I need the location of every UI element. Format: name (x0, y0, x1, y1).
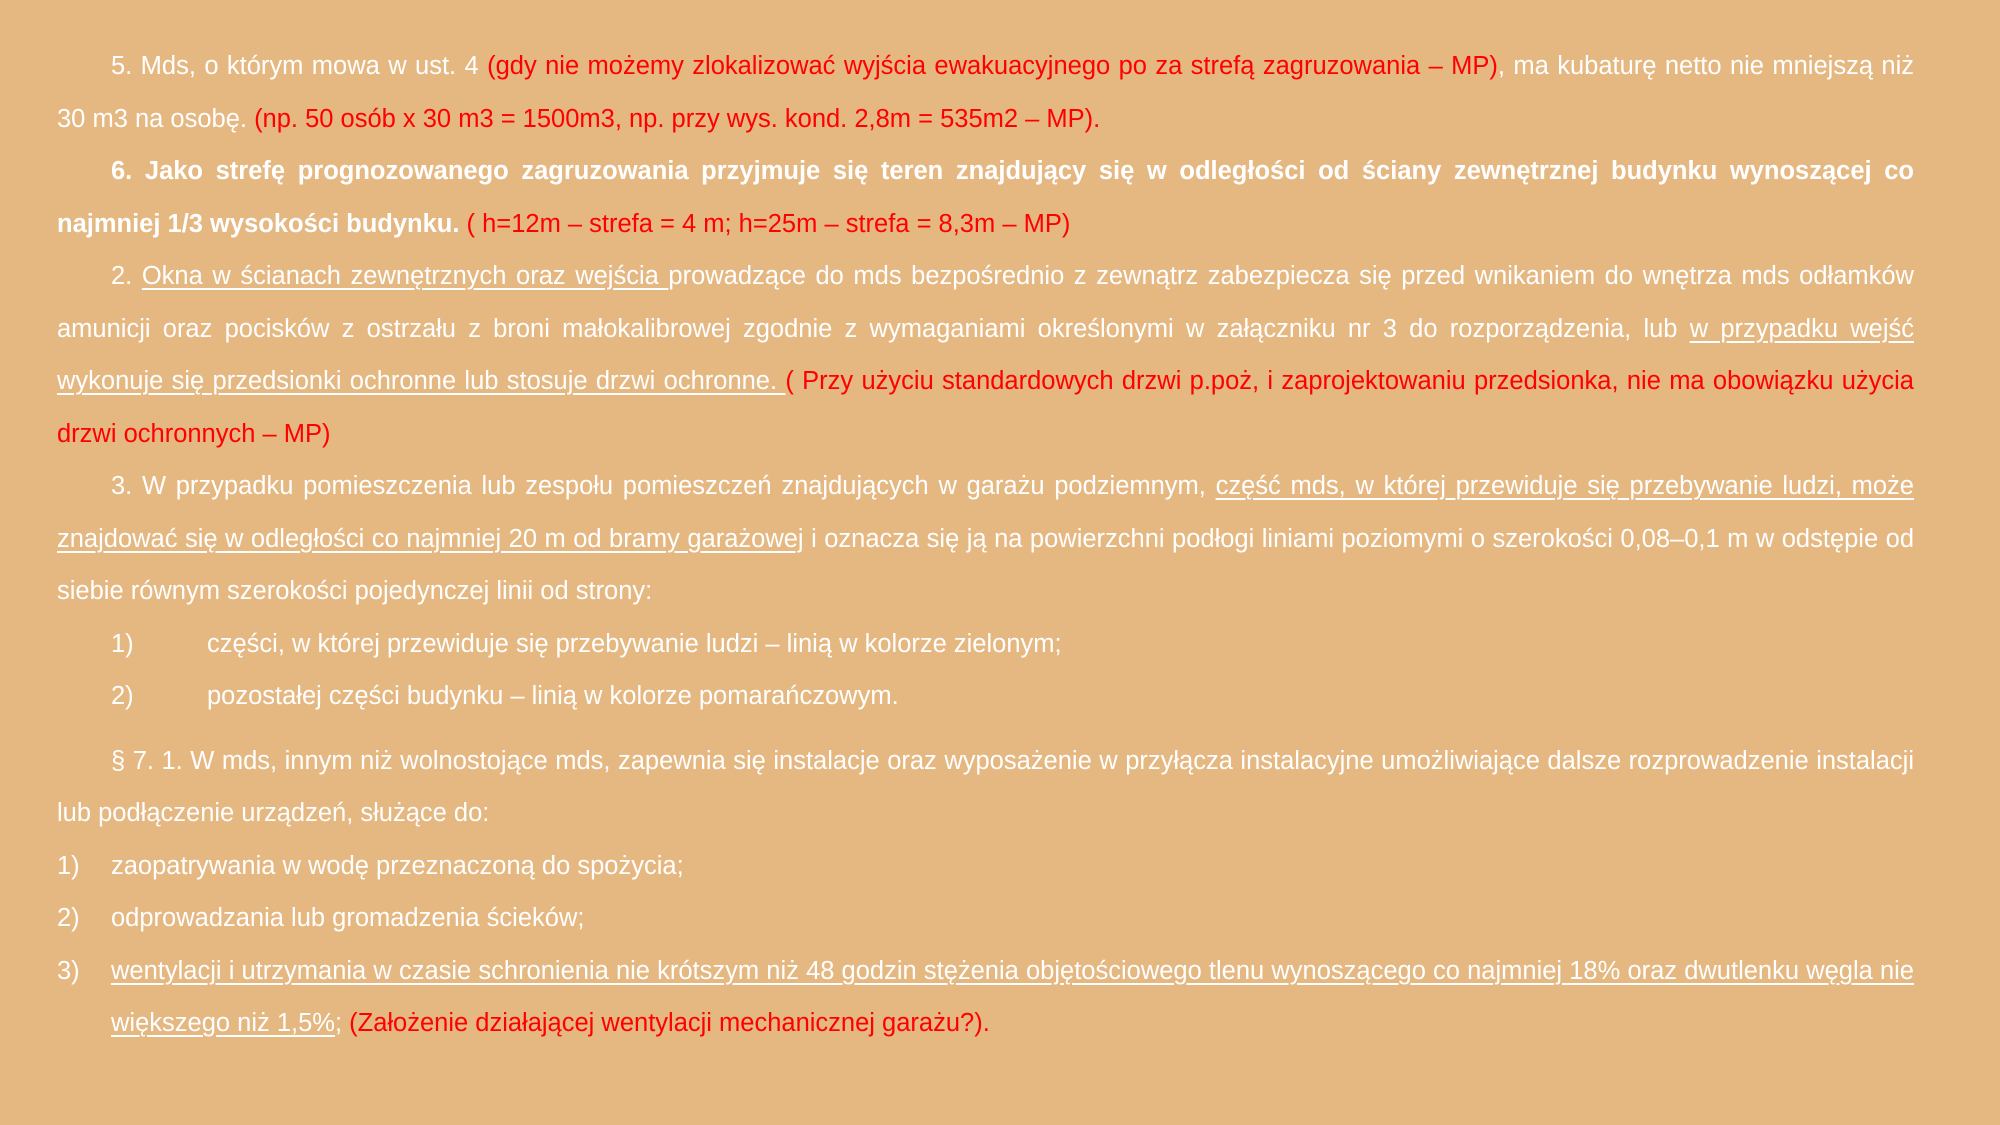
p3-text: 3. W przypadku pomieszczenia lub zespołu pomieszczeń znajdujących w garażu podziemnym, (111, 472, 1216, 500)
paragraph-6 (57, 145, 1914, 250)
p5-example: (np. 50 osób x 30 m3 = 1500m3, np. przy wys. kond. 2,8m = 535m2 – MP). (254, 104, 1101, 133)
p5-text: 5. Mds, o którym mowa w ust. 4 (111, 52, 488, 80)
paragraph-3 (57, 460, 1914, 618)
list-item (57, 670, 1914, 723)
list-item-number: 2) (57, 904, 80, 932)
item3-underlined: wentylacji i utrzymania w czasie schronienia nie krótszym niż 48 godzin stężenia objętościowego tlenu wynoszącego co najmniej 18% oraz dwutlenku węgla nie większego niż 1,5% (111, 956, 1914, 1037)
list-item-text: części, w której przewiduje się przebywanie ludzi – linią w kolorze zielonym; (207, 629, 1062, 658)
p6-text: 6. Jako strefę prognozowanego zagruzowania przyjmuje się teren znajdujący się w odległości od ściany zewnętrznej budynku wynoszącej co najmniej 1/3 wysokości budynku. (57, 157, 1914, 238)
item3-separator: ; (334, 1009, 350, 1037)
list-item-text: pozostałej części budynku – linią w kolorze pomarańczowym. (207, 682, 899, 710)
list-item (57, 892, 1914, 945)
paragraph-2 (57, 250, 1914, 460)
list-item-number: 1) (57, 851, 80, 880)
list-item-number: 1) (111, 629, 134, 658)
p2-number: 2. (111, 262, 142, 290)
p2-annotation: ( Przy użyciu standardowych drzwi p.poż, i zaprojektowaniu przedsionka, nie ma obowiązku użycia drzwi ochronnych – MP) (57, 367, 1914, 448)
paragraph-5 (57, 40, 1914, 145)
p3-text-cont: i oznacza się ją na powierzchni podłogi liniami poziomymi o szerokości 0,08–0,1 m w odstępie od siebie równym szerokości pojedynczej linii od strony: (57, 524, 1914, 605)
list-item (57, 618, 1914, 671)
list-item-number: 2) (111, 682, 134, 710)
list-item-text: zaopatrywania w wodę przeznaczoną do spożycia; (111, 851, 684, 880)
p2-underlined-vestibule: w przypadku wejść wykonuje się przedsionki ochronne lub stosuje drzwi ochronne. (57, 314, 1914, 395)
p2-text: prowadzące do mds bezpośrednio z zewnątrz zabezpiecza się przed wnikaniem do wnętrza mds odłamków amunicji oraz pocisków z ostrzału z broni małokalibrowej zgodnie z wymaganiami określonymi w załączniku nr 3 do rozporządzenia, lub (57, 262, 1914, 343)
list-item-text: odprowadzania lub gromadzenia ścieków; (111, 904, 585, 932)
p5-text-cont: , ma kubaturę netto nie mniejszą niż 30 m3 na osobę. (57, 52, 1914, 133)
list-item-number: 3) (57, 956, 80, 985)
p6-annotation: ( h=12m – strefa = 4 m; h=25m – strefa = 8,3m – MP) (459, 209, 1071, 238)
p3-underlined: część mds, w której przewiduje się przebywanie ludzi, może znajdować się w odległości co najmniej 20 m od bramy garażowej (57, 472, 1914, 553)
list-item-text (111, 945, 1914, 1050)
p5-annotation: (gdy nie możemy zlokalizować wyjścia ewakuacyjnego po za strefą zagruzowania – MP) (487, 52, 1498, 80)
section-7-intro: § 7. 1. W mds, innym niż wolnostojące mds, zapewnia się instalacje oraz wyposażenie w przyłącza instalacyjne umożliwiające dalsze rozprowadzenie instalacji lub podłączenie urządzeń, służące do: (57, 746, 1914, 827)
list-item (57, 840, 1914, 893)
section-7-list (57, 840, 1914, 1050)
p3-list (57, 618, 1914, 723)
item3-annotation: (Założenie działającej wentylacji mechanicznej garażu?). (349, 1009, 990, 1037)
list-item (57, 945, 1914, 1050)
p2-underlined-windows: Okna w ścianach zewnętrznych oraz wejścia (141, 262, 669, 290)
